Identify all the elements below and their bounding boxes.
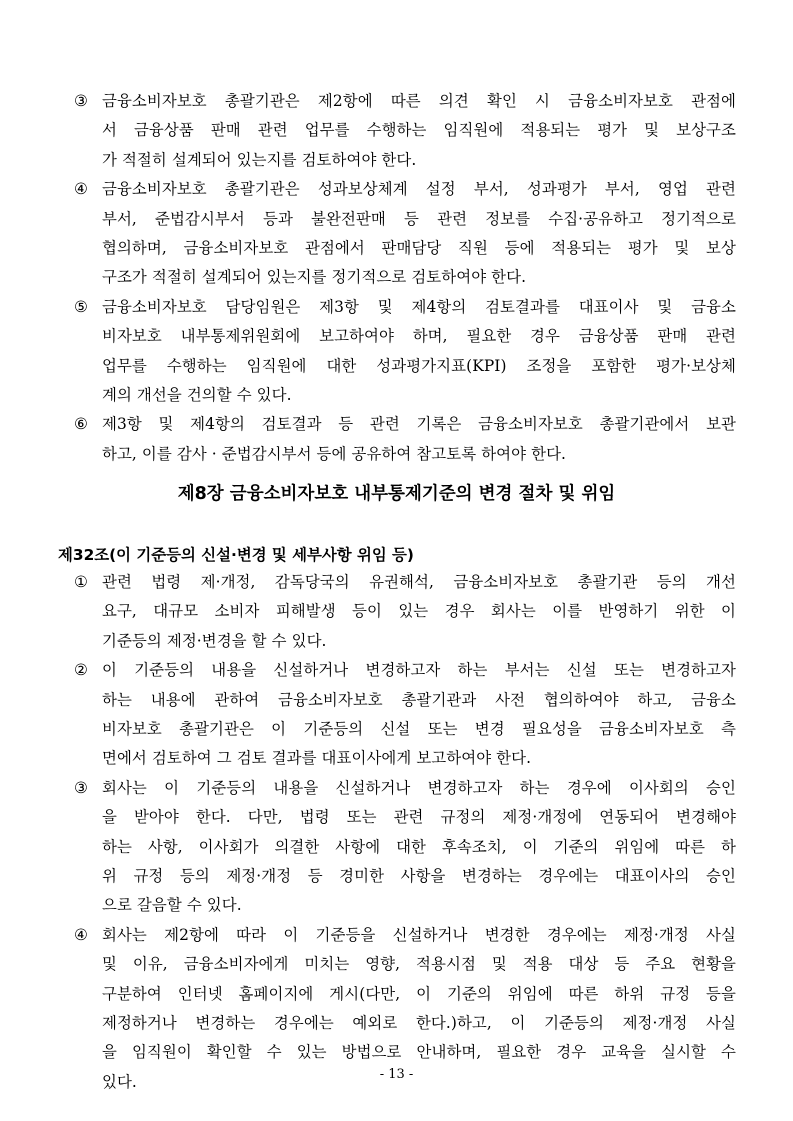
clause-number [74, 980, 102, 1009]
clause-paragraph [74, 774, 736, 921]
clause-text: 금융소비자보호 총괄기관은 제2항에 따른 의견 확인 시 금융소비자보호 관점에 [102, 92, 736, 110]
clause-line [74, 803, 736, 832]
clause-line [74, 980, 736, 1009]
clause-text: 하고, 이를 감사 · 준법감시부서 등에 공유하여 참고토록 하여야 한다. [102, 444, 567, 463]
page-number: - 13 - [379, 1067, 414, 1082]
clause-line [74, 440, 736, 469]
clause-text: 및 이유, 금융소비자에게 미치는 영향, 적용시점 및 적용 대상 등 주요 현황을 [102, 955, 736, 974]
clause-text: 협의하며, 금융소비자보호 관점에서 판매담당 직원 등에 적용되는 평가 및 보상 [102, 239, 736, 257]
clause-number [74, 116, 102, 145]
clause-line [74, 1009, 736, 1038]
clause-text: 면에서 검토하여 그 검토 결과를 대표이사에게 보고하여야 한다. [102, 749, 532, 768]
clause-text: 서 금융상품 판매 관련 업무를 수행하는 임직원에 적용되는 평가 및 보상구조 [102, 121, 736, 140]
clause-number [74, 205, 102, 234]
clause-number: ⑥ [74, 415, 88, 434]
clause-text: 제정하거나 변경하는 경우에는 예외로 한다.)하고, 이 기준등의 제정·개정 사실 [102, 1014, 736, 1033]
clause-text: 회사는 제2항에 따라 이 기준등을 신설하거나 변경한 경우에는 제정·개정 사실 [102, 925, 736, 944]
clause-paragraph [74, 568, 736, 656]
clause-number: ③ [74, 778, 88, 797]
clause-number [74, 744, 102, 773]
clause-number: ② [74, 661, 88, 680]
clause-text: 금융소비자보호 총괄기관은 성과보상체계 설정 부서, 성과평가 부서, 영업 관련 [102, 180, 736, 199]
clause-text: 을 임직원이 확인할 수 있는 방법으로 안내하며, 필요한 경우 교육을 실시할 수 [102, 1043, 736, 1062]
clause-number [74, 322, 102, 351]
clause-line [74, 1038, 736, 1067]
clause-text: 요구, 대규모 소비자 피해발생 등이 있는 경우 회사는 이를 반영하기 위한 이 [102, 602, 736, 621]
clause-line [74, 627, 736, 656]
clause-number [74, 234, 102, 263]
clause-number [74, 440, 102, 469]
clause-number [74, 891, 102, 920]
clause-text: 제3항 및 제4항의 검토결과 등 관련 기록은 금융소비자보호 총괄기관에서 보관 [102, 415, 736, 434]
clause-line [74, 950, 736, 979]
clause-text: 이 기준등의 내용을 신설하거나 변경하고자 하는 부서는 신설 또는 변경하고자 [102, 661, 736, 680]
clause-number [74, 146, 102, 175]
clause-number [74, 803, 102, 832]
article-title: 제32조(이 기준등의 신설·변경 및 세부사항 위임 등) [58, 546, 414, 564]
clause-text: 구조가 적절히 설계되어 있는지를 정기적으로 검토하여야 한다. [102, 268, 527, 287]
clause-text: 비자보호 내부통제위원회에 보고하여야 하며, 필요한 경우 금융상품 판매 관련 [102, 327, 736, 346]
clause-text: 위 규정 등의 제정·개정 등 경미한 사항을 변경하는 경우에는 대표이사의 승인 [102, 867, 736, 886]
clause-paragraph [74, 410, 736, 469]
clause-line [74, 87, 736, 116]
clause-line [74, 568, 736, 597]
clause-text: 기준등의 제정·변경을 할 수 있다. [102, 631, 327, 650]
clause-line [74, 322, 736, 351]
clause-line [74, 862, 736, 891]
clause-line [74, 597, 736, 626]
clause-number: ① [74, 573, 88, 591]
clause-text: 비자보호 총괄기관은 이 기준등의 신설 또는 변경 필요성을 금융소비자보호 측 [102, 720, 736, 738]
clause-number [74, 627, 102, 656]
clause-number [74, 381, 102, 410]
clause-line [74, 293, 736, 322]
clause-line [74, 656, 736, 685]
clause-line [74, 774, 736, 803]
clause-text: 을 받아야 한다. 다만, 법령 또는 관련 규정의 제정·개정에 연동되어 변경해야 [102, 808, 736, 827]
clause-number [74, 263, 102, 292]
clause-line [74, 175, 736, 204]
clause-text: 부서, 준법감시부서 등과 불완전판매 등 관련 정보를 수집·공유하고 정기적으로 [102, 209, 736, 228]
clause-text: 구분하여 인터넷 홈페이지에 게시(다만, 이 기준의 위임에 따른 하위 규정 등을 [102, 984, 736, 1003]
clause-text: 있다. [102, 1072, 137, 1091]
clause-paragraph [74, 175, 736, 293]
clause-number [74, 597, 102, 626]
clause-line [74, 263, 736, 292]
clause-number: ④ [74, 180, 88, 199]
clause-number: ④ [74, 925, 88, 944]
clause-line [74, 921, 736, 950]
clause-number [74, 1009, 102, 1038]
clause-text: 하는 사항, 이사회가 의결한 사항에 대한 후속조치, 이 기준의 위임에 따른 하 [102, 837, 736, 856]
clause-line [74, 116, 736, 145]
clause-text: 금융소비자보호 담당임원은 제3항 및 제4항의 검토결과를 대표이사 및 금융소 [102, 297, 736, 316]
clause-number [74, 950, 102, 979]
clause-text: 가 적절히 설계되어 있는지를 검토하여야 한다. [102, 150, 417, 169]
clause-paragraph [74, 87, 736, 175]
clause-number [74, 352, 102, 381]
clause-line [74, 833, 736, 862]
clause-line [74, 352, 736, 381]
clause-paragraph [74, 293, 736, 411]
clause-line [74, 891, 736, 920]
clause-number [74, 715, 102, 744]
clause-text: 하는 내용에 관하여 금융소비자보호 총괄기관과 사전 협의하여야 하고, 금융소 [102, 690, 736, 709]
clause-line [74, 381, 736, 410]
clause-number [74, 686, 102, 715]
clause-paragraph [74, 656, 736, 774]
clause-line [74, 205, 736, 234]
clause-text: 계의 개선을 건의할 수 있다. [102, 386, 292, 405]
clause-line [74, 410, 736, 439]
clause-line [74, 686, 736, 715]
chapter-title: 제8장 금융소비자보호 내부통제기준의 변경 절차 및 위임 [177, 484, 616, 504]
clause-number [74, 862, 102, 891]
clause-number: ③ [74, 92, 88, 110]
clause-number [74, 1038, 102, 1067]
clause-text: 회사는 이 기준등의 내용을 신설하거나 변경하고자 하는 경우에 이사회의 승인 [102, 778, 736, 797]
clause-text: 업무를 수행하는 임직원에 대한 성과평가지표(KPI) 조정을 포함한 평가·보상체 [102, 356, 736, 375]
clause-text: 관련 법령 제·개정, 감독당국의 유권해석, 금융소비자보호 총괄기관 등의 개선 [102, 573, 736, 591]
clause-text: 으로 갈음할 수 있다. [102, 896, 242, 915]
clause-number: ⑤ [74, 297, 88, 316]
clause-line [74, 744, 736, 773]
clause-number [74, 833, 102, 862]
clause-line [74, 234, 736, 263]
clause-line [74, 146, 736, 175]
clause-line [74, 715, 736, 744]
